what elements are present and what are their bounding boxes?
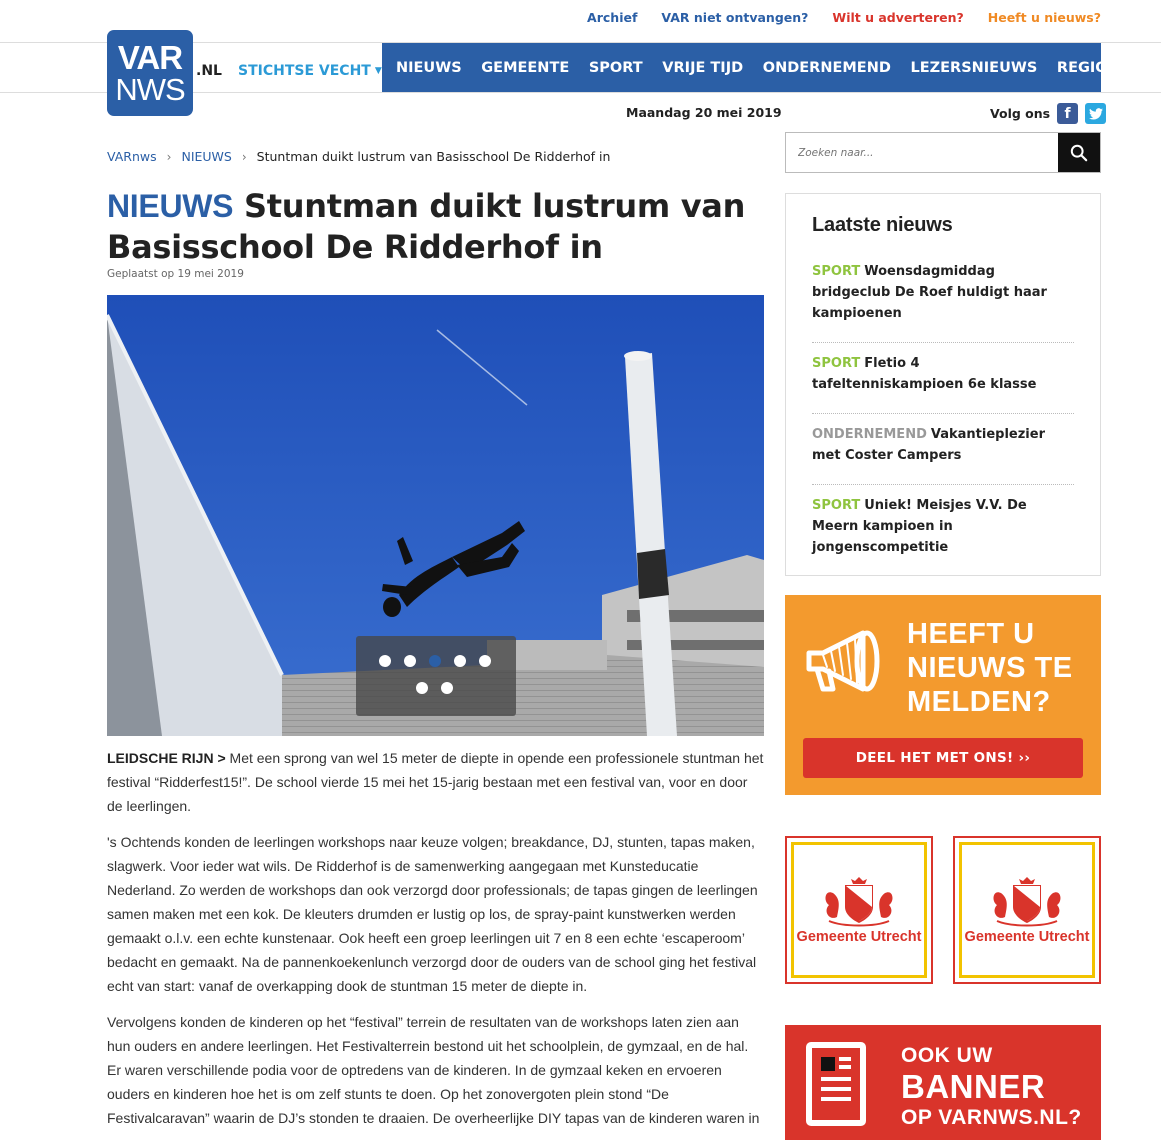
news-tag: SPORT — [812, 264, 861, 279]
utrecht-coat-of-arms-icon — [987, 875, 1067, 927]
banner-text — [901, 1045, 1082, 1128]
megaphone-icon — [801, 627, 887, 697]
article-date: Geplaatst op 19 mei 2019 — [107, 268, 244, 280]
promo-line: HEEFT U — [907, 618, 1035, 650]
hero-image — [107, 295, 764, 736]
nav-item-regio[interactable]: REGIO — [1056, 59, 1108, 76]
promo-text — [907, 617, 1073, 719]
main-nav — [382, 43, 1108, 92]
article-paragraph: Vervolgens konden de kinderen op het “festival” terrein de resultaten van de workshops laten zien aan hun ouders en andere leerlingen. Het Festivalterrein bestond uit het schoolplein, de gymzaal, en de hal. Er waren verschillende podia voor de optredens van de kinderen. In de gymzaal keken en ervoeren ouders en kinderen hoe het is om zelf stunts te doen. Op het zonovergoten plein stond “De Festivalcaravan” waarin de DJ’s stonden te draaien. De overheerlijke DIY tapas van de kinderen waren in — [107, 1014, 760, 1126]
article-title — [107, 186, 767, 268]
nav-item-lezersnieuws[interactable]: LEZERSNIEUWS — [910, 59, 1038, 76]
latest-news-item[interactable] — [812, 251, 1074, 343]
ad-label: Gemeente Utrecht — [796, 929, 922, 945]
banner-line: OP VARNWS.NL? — [901, 1106, 1082, 1129]
advertise-link[interactable]: Wilt u adverteren? — [832, 10, 964, 25]
slider-dot-7[interactable] — [441, 682, 453, 694]
archive-link[interactable]: Archief — [587, 10, 638, 25]
news-tip-link[interactable]: Heeft u nieuws? — [987, 10, 1101, 25]
article-location: LEIDSCHE RIJN > — [107, 750, 226, 766]
ad-gemeente-utrecht[interactable] — [785, 836, 933, 984]
latest-news-item[interactable] — [812, 343, 1074, 414]
slider-dot-3[interactable] — [429, 655, 441, 667]
article-lead — [107, 746, 764, 818]
chevron-down-icon: ▼ — [374, 66, 382, 76]
news-tag: SPORT — [812, 498, 861, 513]
slider-pagination — [356, 636, 516, 716]
region-label: STICHTSE VECHT — [238, 63, 371, 79]
nav-item-nieuws[interactable]: NIEUWS — [396, 59, 462, 76]
slider-dot-5[interactable] — [479, 655, 491, 667]
nav-item-ondernemend[interactable]: ONDERNEMEND — [762, 59, 891, 76]
promo-line: MELDEN? — [907, 686, 1051, 718]
logo-text-bottom: NWS — [115, 72, 185, 107]
twitter-icon[interactable] — [1085, 103, 1106, 124]
nav-item-vrije-tijd[interactable]: VRIJE TIJD — [662, 59, 744, 76]
newspaper-icon — [805, 1041, 867, 1127]
breadcrumb-current: Stuntman duikt lustrum van Basisschool De Ridderhof in — [256, 149, 611, 164]
current-date: Maandag 20 mei 2019 — [626, 105, 782, 120]
region-selector[interactable] — [238, 63, 382, 79]
banner-advert[interactable] — [785, 1025, 1101, 1140]
news-tag: SPORT — [812, 356, 861, 371]
nav-item-sport[interactable]: SPORT — [588, 59, 643, 76]
news-tip-promo — [785, 595, 1101, 795]
search-input[interactable] — [786, 133, 1058, 172]
latest-news-item[interactable] — [812, 414, 1074, 485]
facebook-icon[interactable]: f — [1057, 103, 1078, 124]
promo-line: NIEUWS TE — [907, 652, 1073, 684]
breadcrumb-separator-icon: › — [166, 149, 172, 164]
article-lead-text: Met een sprong van wel 15 meter de diepte in opende een professionele stuntman het festival “Ridderfest15!”. De school vierde 15 mei het 15-jarig bestaan met een festival van, voor en door de leerlingen. — [107, 750, 764, 814]
news-title: Fletio 4 tafeltenniskampioen 6e klasse — [812, 356, 1037, 392]
breadcrumb — [107, 149, 610, 164]
logo-suffix: .NL — [196, 63, 222, 79]
breadcrumb-home[interactable]: VARnws — [107, 149, 157, 164]
slider-dot-4[interactable] — [454, 655, 466, 667]
news-title: Vakantieplezier met Coster Campers — [812, 427, 1045, 463]
share-news-button[interactable]: DEEL HET MET ONS! ›› — [803, 738, 1083, 778]
utrecht-coat-of-arms-icon — [819, 875, 899, 927]
follow-label: Volg ons — [990, 106, 1051, 121]
social-follow — [990, 103, 1106, 124]
latest-news-item[interactable] — [812, 485, 1074, 576]
news-title: Woensdagmiddag bridgeclub De Roef huldigt haar kampioenen — [812, 264, 1047, 321]
latest-news-widget — [785, 193, 1101, 576]
nav-item-gemeente[interactable]: GEMEENTE — [481, 59, 570, 76]
ad-label: Gemeente Utrecht — [964, 929, 1090, 945]
article-category: NIEUWS — [107, 188, 234, 224]
article-headline: Stuntman duikt lustrum van Basisschool De Ridderhof in — [107, 187, 746, 266]
latest-news-heading: Laatste nieuws — [812, 214, 953, 236]
article-body — [107, 746, 764, 1140]
breadcrumb-separator-icon: › — [241, 149, 247, 164]
search-button[interactable] — [1058, 133, 1100, 172]
news-tag: ONDERNEMEND — [812, 427, 927, 442]
slider-dot-2[interactable] — [404, 655, 416, 667]
not-received-link[interactable]: VAR niet ontvangen? — [661, 10, 809, 25]
ad-gemeente-utrecht[interactable] — [953, 836, 1101, 984]
banner-line: BANNER — [901, 1068, 1046, 1105]
search-icon — [1070, 144, 1088, 162]
logo-text-top: VAR — [117, 39, 183, 76]
news-title: Uniek! Meisjes V.V. De Meern kampioen in jongenscompetitie — [812, 498, 1027, 555]
breadcrumb-category[interactable]: NIEUWS — [181, 149, 232, 164]
site-logo[interactable] — [107, 30, 193, 116]
banner-line: OOK UW — [901, 1044, 993, 1067]
search-box — [785, 132, 1101, 173]
top-links — [587, 10, 1101, 25]
slider-dot-1[interactable] — [379, 655, 391, 667]
slider-dot-6[interactable] — [416, 682, 428, 694]
article-paragraph: 's Ochtends konden de leerlingen workshops naar keuze volgen; breakdance, DJ, stunten, tapas maken, slagwerk. Voor ieder wat wils. De Ridderhof is de samenwerking aangegaan met Kunsteducatie Nederland. Zo werden de workshops dan ook verzorgd door professionals; de tapas gingen de leerlingen samen maken met een kok. De kleuters drumden er lustig op los, de spray-paint kunstwerken werden gemaakt o.l.v. een echte kunstenaar. Ook heeft een groep leerlingen uit 7 en 8 een echte ‘escaperoom’ bedacht en gemaakt. Na de pannenkoekenlunch verzorgd door de ouders van de school ging het festival echt van start: vanaf de overkapping dook de stuntman 15 meter de diepte in. — [107, 834, 758, 994]
